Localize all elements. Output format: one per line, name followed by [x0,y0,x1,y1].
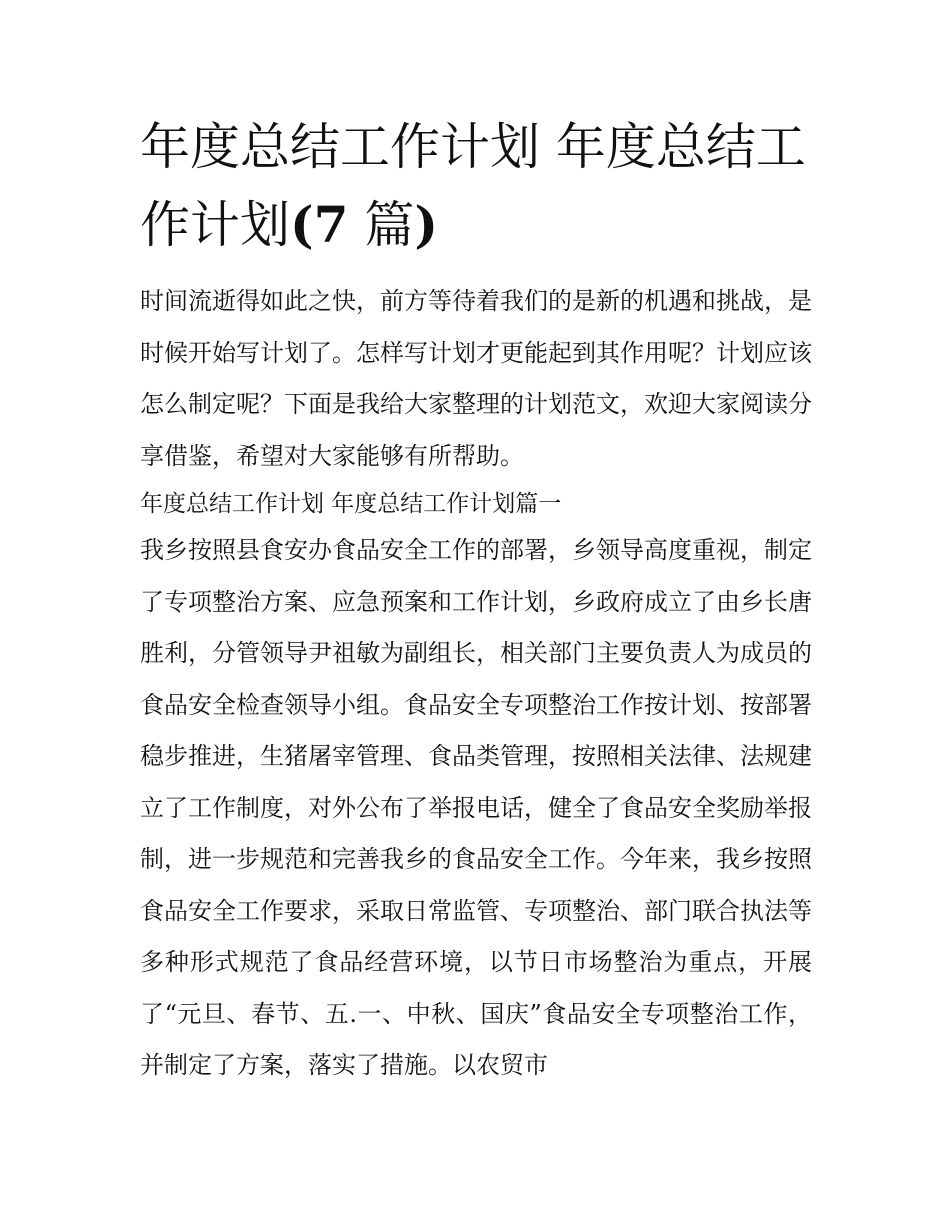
title-count-pian: 篇 [348,196,415,254]
section-paragraph: 我乡按照县食安办食品安全工作的部署，乡领导高度重视，制定了专项整治方案、应急预案和工作计划，乡政府成立了由乡长唐胜利，分管领导尹祖敏为副组长，相关部门主要负责人为成员的食品安全检查领导小组。食品安全专项整治工作按计划、按部署稳步推进，生猪屠宰管理、食品类管理，按照相关法律、法规建立了工作制度，对外公布了举报电话，健全了食品安全奖励举报制，进一步规范和完善我乡的食品安全工作。今年来，我乡按照食品安全工作要求，采取日常监管、专项整治、部门联合执法等多种形式规范了食品经营环境，以节日市场整治为重点，开展了“元旦、春节、五.一、中秋、国庆”食品安全专项整治工作，并制定了方案，落实了措施。以农贸市 [140,536,812,1079]
title-count-close: ) [414,195,439,254]
section-heading: 年度总结工作计划 年度总结工作计划篇一 [140,491,562,517]
intro-paragraph: 时间流逝得如此之快，前方等待着我们的是新的机遇和挑战，是时候开始写计划了。怎样写计划才更能起到其作用呢？计划应该怎么制定呢？下面是我给大家整理的计划范文，欢迎大家阅读分享借鉴，希望对大家能够有所帮助。 [140,287,812,470]
document-title [140,108,820,264]
title-text: 年度总结工作计划 年度总结工作计划 [140,118,806,254]
title-count-open: (7 [290,195,349,254]
